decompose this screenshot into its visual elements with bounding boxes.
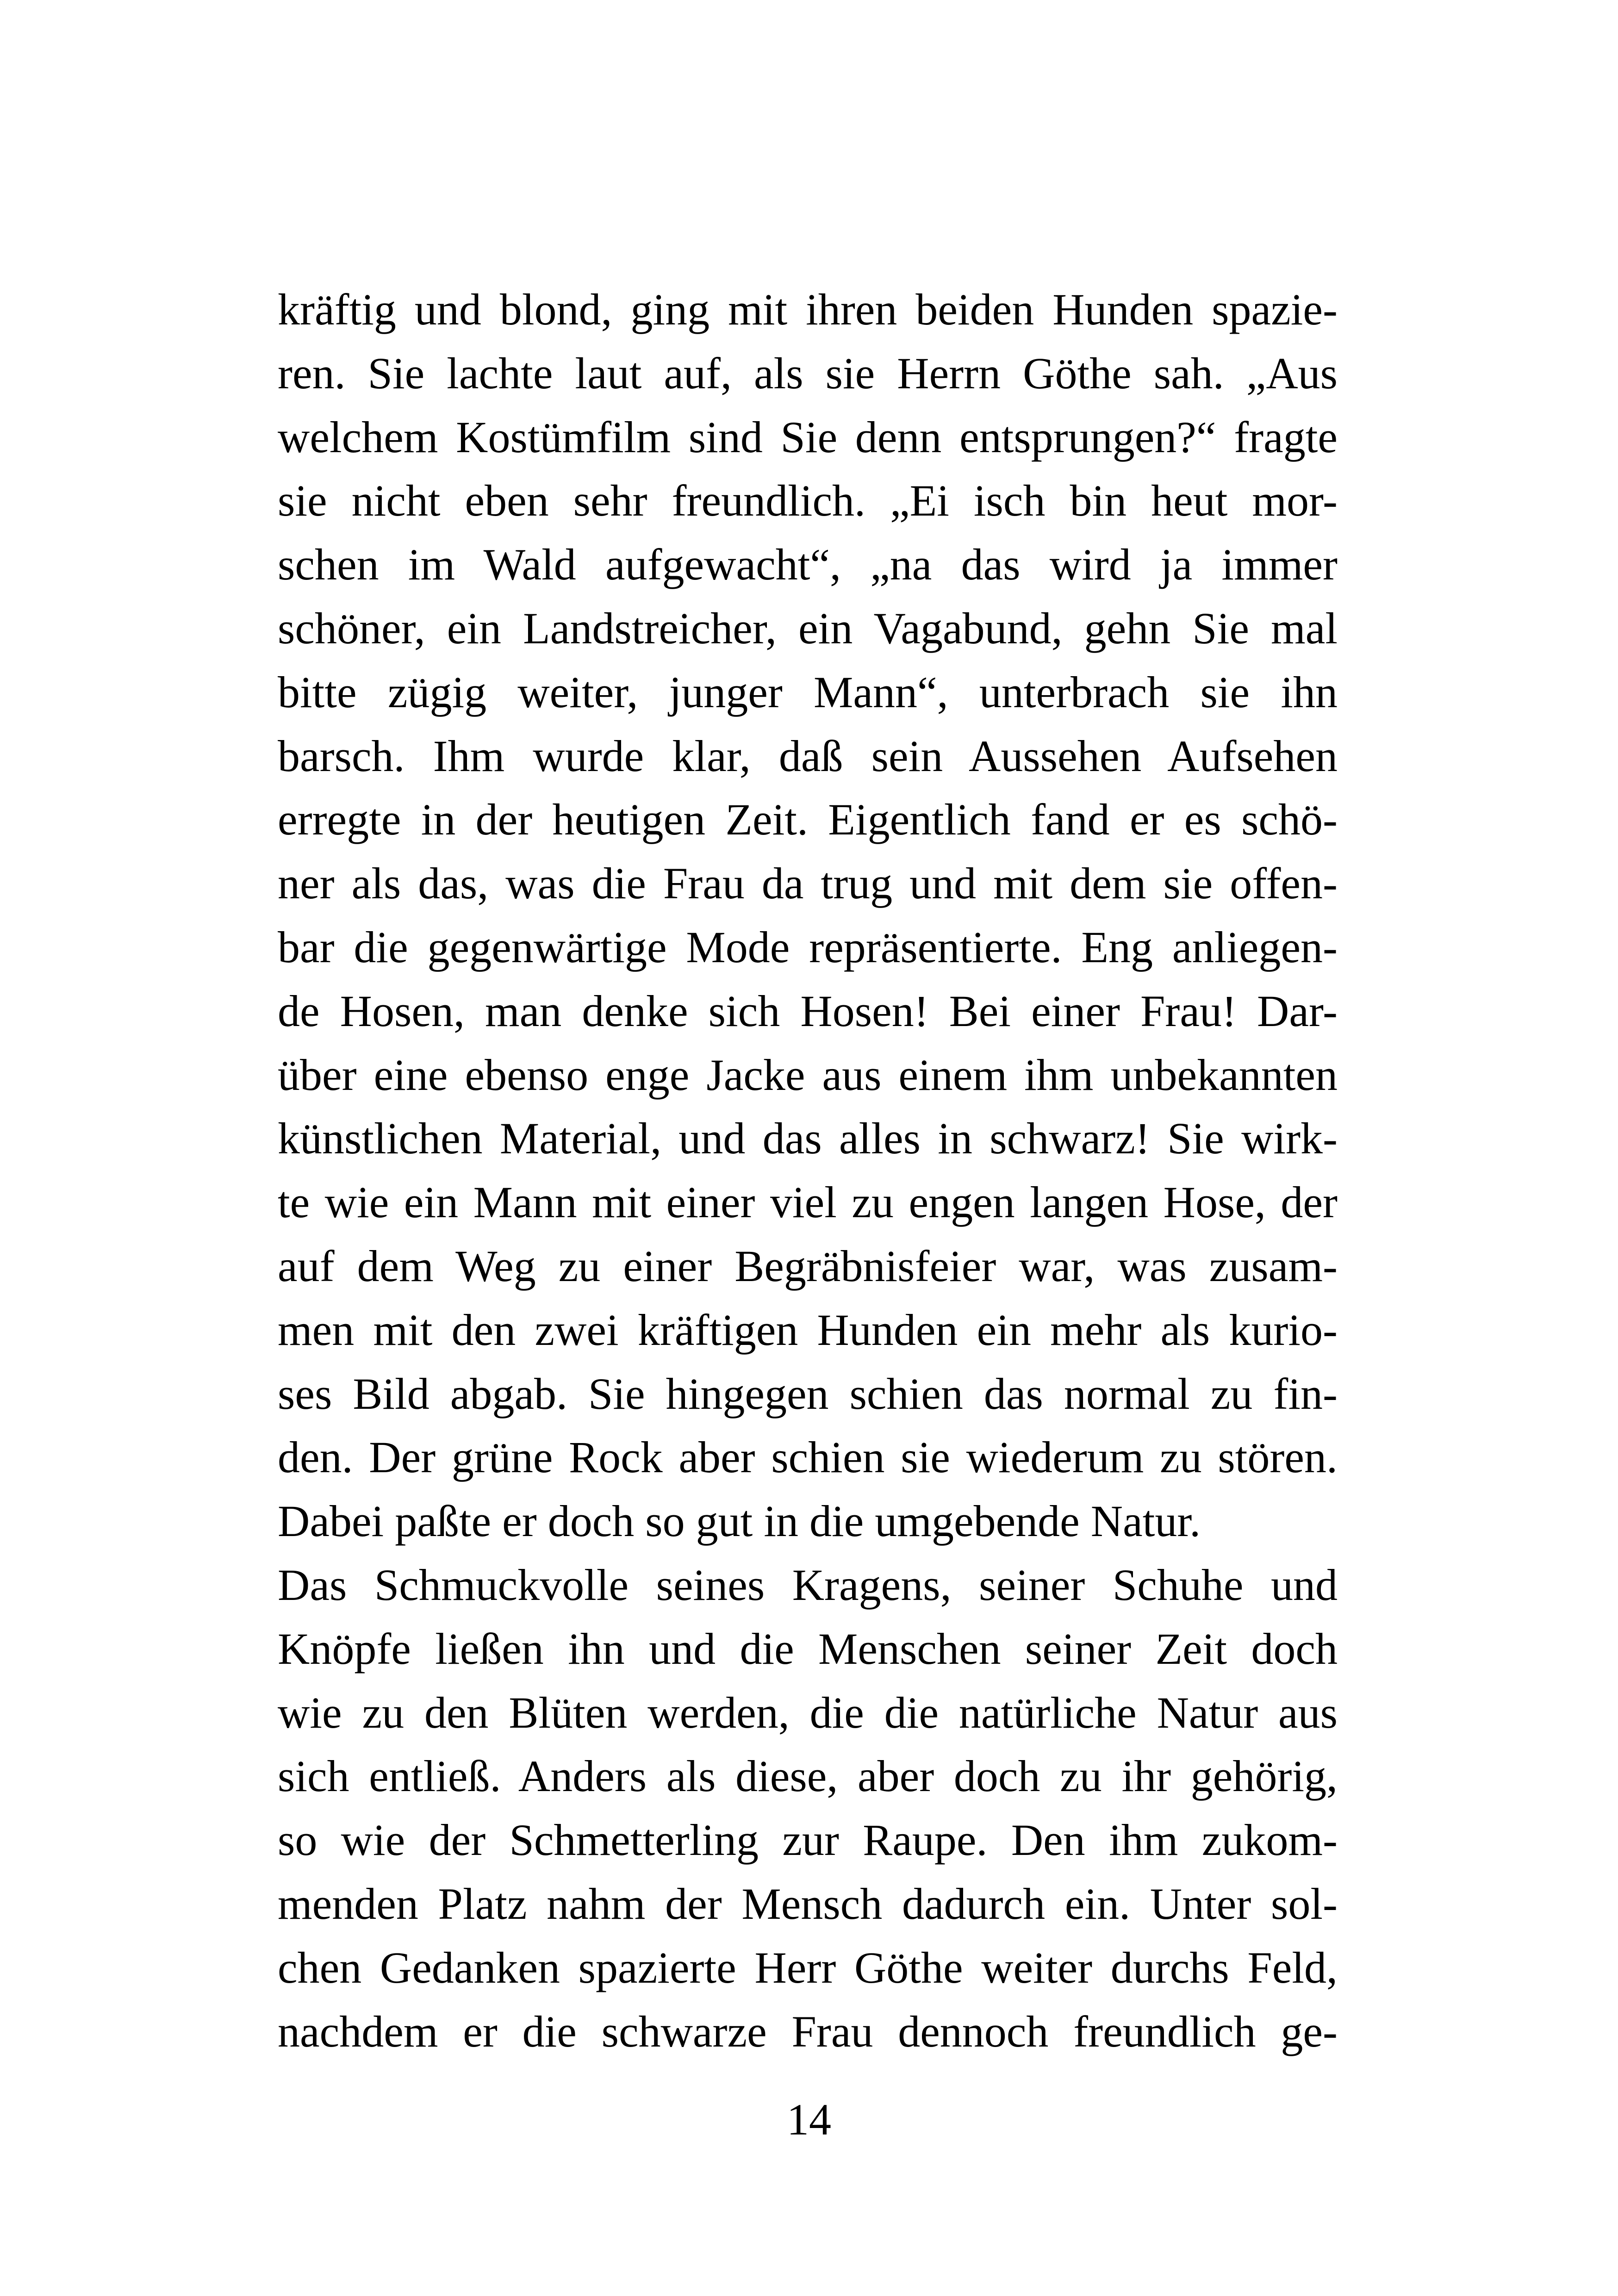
body-text: [278, 278, 1338, 2063]
text-line: sich entließ. Anders als diese, aber doch zu ihr gehörig,: [278, 1751, 1338, 1801]
text-line: welchem Kostümfilm sind Sie denn entsprungen?“ fragte: [278, 412, 1338, 462]
text-line: so wie der Schmetterling zur Raupe. Den ihm zukom-: [278, 1815, 1338, 1865]
text-line: ses Bild abgab. Sie hingegen schien das normal zu fin-: [278, 1369, 1338, 1419]
text-line: schen im Wald aufgewacht“, „na das wird ja immer: [278, 540, 1338, 590]
text-line: ren. Sie lachte laut auf, als sie Herrn Göthe sah. „Aus: [278, 348, 1338, 398]
text-line: barsch. Ihm wurde klar, daß sein Aussehen Aufsehen: [278, 731, 1338, 781]
text-line: über eine ebenso enge Jacke aus einem ihm unbekannten: [278, 1050, 1338, 1100]
page-number: 14: [787, 2095, 831, 2144]
text-line: auf dem Weg zu einer Begräbnisfeier war, was zusam-: [278, 1241, 1338, 1291]
text-line: sie nicht eben sehr freundlich. „Ei isch bin heut mor-: [278, 476, 1338, 526]
text-line: chen Gedanken spazierte Herr Göthe weiter durchs Feld,: [278, 1942, 1338, 1992]
text-line: menden Platz nahm der Mensch dadurch ein. Unter sol-: [278, 1879, 1338, 1929]
text-line: nachdem er die schwarze Frau dennoch freundlich ge-: [278, 2006, 1338, 2056]
text-line: Das Schmuckvolle seines Kragens, seiner Schuhe und: [278, 1560, 1338, 1610]
text-line: ner als das, was die Frau da trug und mit dem sie offen-: [278, 859, 1338, 908]
text-line: de Hosen, man denke sich Hosen! Bei einer Frau! Dar-: [278, 986, 1338, 1036]
text-line: bitte zügig weiter, junger Mann“, unterbrach sie ihn: [278, 667, 1338, 717]
text-line: den. Der grüne Rock aber schien sie wiederum zu stören.: [278, 1432, 1338, 1482]
text-line: Knöpfe ließen ihn und die Menschen seiner Zeit doch: [278, 1624, 1338, 1674]
text-line: te wie ein Mann mit einer viel zu engen langen Hose, der: [278, 1177, 1338, 1227]
text-line: erregte in der heutigen Zeit. Eigentlich fand er es schö-: [278, 795, 1338, 845]
text-line: men mit den zwei kräftigen Hunden ein mehr als kurio-: [278, 1305, 1338, 1355]
text-line: wie zu den Blüten werden, die die natürliche Natur aus: [278, 1687, 1338, 1737]
text-line: bar die gegenwärtige Mode repräsentierte. Eng anliegen-: [278, 922, 1338, 972]
text-line: Dabei paßte er doch so gut in die umgebende Natur.: [278, 1496, 1201, 1546]
text-line: künstlichen Material, und das alles in schwarz! Sie wirk-: [278, 1114, 1338, 1164]
text-line: schöner, ein Landstreicher, ein Vagabund, gehn Sie mal: [278, 603, 1338, 653]
text-line: kräftig und blond, ging mit ihren beiden Hunden spazie-: [278, 285, 1338, 334]
